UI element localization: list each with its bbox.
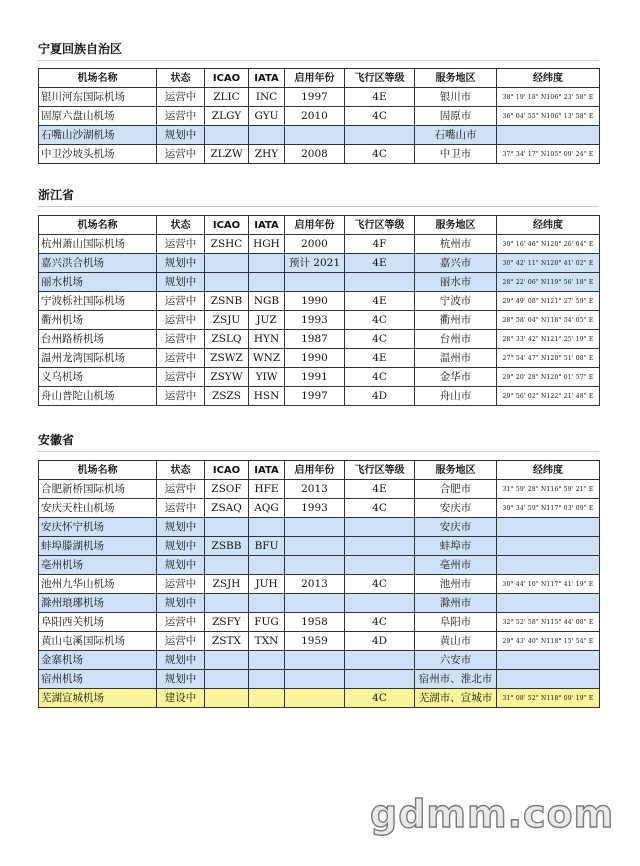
cell-icao: ZLGY xyxy=(205,107,249,126)
section-title-zhejiang: 浙江省 xyxy=(38,188,75,202)
cell-grade: 4C xyxy=(345,689,415,708)
cell-year xyxy=(285,126,345,145)
column-header: 经纬度 xyxy=(497,69,600,88)
cell-coords xyxy=(497,594,600,613)
cell-region: 嘉兴市 xyxy=(415,254,497,273)
cell-year: 1993 xyxy=(285,311,345,330)
cell-name: 合肥新桥国际机场 xyxy=(39,480,157,499)
cell-grade xyxy=(345,651,415,670)
cell-iata: AQG xyxy=(249,499,285,518)
cell-status: 运营中 xyxy=(157,613,205,632)
column-header: IATA xyxy=(249,461,285,480)
cell-name: 池州九华山机场 xyxy=(39,575,157,594)
cell-region: 蚌埠市 xyxy=(415,537,497,556)
column-header: 服务地区 xyxy=(415,216,497,235)
column-header: IATA xyxy=(249,69,285,88)
table-row xyxy=(39,145,600,164)
cell-status: 规划中 xyxy=(157,651,205,670)
cell-status: 规划中 xyxy=(157,254,205,273)
cell-coords: 29° 56' 02" N122° 21' 48" E xyxy=(497,387,600,406)
cell-iata xyxy=(249,670,285,689)
cell-region: 安庆市 xyxy=(415,499,497,518)
airport-table-zhejiang xyxy=(38,215,600,406)
cell-year: 1993 xyxy=(285,499,345,518)
column-header: ICAO xyxy=(205,69,249,88)
cell-coords: 31° 59' 28" N116° 59' 21" E xyxy=(497,480,600,499)
cell-iata xyxy=(249,556,285,575)
cell-region: 合肥市 xyxy=(415,480,497,499)
cell-region: 固原市 xyxy=(415,107,497,126)
cell-year: 2010 xyxy=(285,107,345,126)
cell-name: 嘉兴洪合机场 xyxy=(39,254,157,273)
cell-grade xyxy=(345,556,415,575)
table-row xyxy=(39,368,600,387)
cell-iata xyxy=(249,594,285,613)
cell-name: 舟山普陀山机场 xyxy=(39,387,157,406)
cell-region: 衢州市 xyxy=(415,311,497,330)
column-header: 飞行区等级 xyxy=(345,461,415,480)
table-row xyxy=(39,126,600,145)
cell-icao: ZSJH xyxy=(205,575,249,594)
watermark: gdmm.com xyxy=(370,792,615,836)
cell-iata: JUH xyxy=(249,575,285,594)
cell-year: 1991 xyxy=(285,368,345,387)
column-header: 服务地区 xyxy=(415,69,497,88)
cell-year: 1990 xyxy=(285,292,345,311)
cell-iata: FUG xyxy=(249,613,285,632)
cell-status: 运营中 xyxy=(157,330,205,349)
cell-year xyxy=(285,594,345,613)
cell-status: 运营中 xyxy=(157,499,205,518)
cell-status: 运营中 xyxy=(157,349,205,368)
cell-year xyxy=(285,651,345,670)
cell-icao xyxy=(205,556,249,575)
cell-coords: 30° 34' 59" N117° 03' 09" E xyxy=(497,499,600,518)
cell-coords: 29° 43' 40" N118° 15' 54" E xyxy=(497,632,600,651)
cell-grade: 4D xyxy=(345,387,415,406)
cell-name: 芜湖宣城机场 xyxy=(39,689,157,708)
table-row xyxy=(39,575,600,594)
cell-status: 规划中 xyxy=(157,594,205,613)
column-header: 启用年份 xyxy=(285,69,345,88)
cell-grade: 4E xyxy=(345,480,415,499)
cell-iata xyxy=(249,689,285,708)
cell-status: 运营中 xyxy=(157,292,205,311)
table-header-row xyxy=(39,216,600,235)
cell-year: 预计 2021 xyxy=(285,254,345,273)
column-header: 飞行区等级 xyxy=(345,69,415,88)
cell-iata: HGH xyxy=(249,235,285,254)
cell-year xyxy=(285,556,345,575)
cell-grade: 4C xyxy=(345,368,415,387)
table-row xyxy=(39,518,600,537)
cell-grade xyxy=(345,126,415,145)
cell-coords: 27° 54' 47" N120° 51' 08" E xyxy=(497,349,600,368)
cell-year: 2000 xyxy=(285,235,345,254)
cell-year xyxy=(285,689,345,708)
cell-status: 建设中 xyxy=(157,689,205,708)
column-header: ICAO xyxy=(205,216,249,235)
cell-grade: 4C xyxy=(345,575,415,594)
cell-coords: 30° 44' 10" N117° 41' 19" E xyxy=(497,575,600,594)
cell-coords: 28° 58' 04" N118° 54' 05" E xyxy=(497,311,600,330)
table-row xyxy=(39,88,600,107)
cell-region: 滁州市 xyxy=(415,594,497,613)
cell-coords xyxy=(497,518,600,537)
column-header: 经纬度 xyxy=(497,216,600,235)
table-row xyxy=(39,292,600,311)
cell-year: 1997 xyxy=(285,88,345,107)
cell-name: 中卫沙坡头机场 xyxy=(39,145,157,164)
column-header: IATA xyxy=(249,216,285,235)
table-row xyxy=(39,651,600,670)
cell-year: 1987 xyxy=(285,330,345,349)
cell-name: 温州龙湾国际机场 xyxy=(39,349,157,368)
cell-status: 运营中 xyxy=(157,235,205,254)
cell-iata: GYU xyxy=(249,107,285,126)
cell-iata: JUZ xyxy=(249,311,285,330)
cell-grade: 4F xyxy=(345,235,415,254)
cell-iata: ZHY xyxy=(249,145,285,164)
cell-iata: NGB xyxy=(249,292,285,311)
cell-status: 规划中 xyxy=(157,273,205,292)
cell-grade: 4E xyxy=(345,88,415,107)
table-header-row xyxy=(39,461,600,480)
cell-coords xyxy=(497,556,600,575)
cell-name: 丽水机场 xyxy=(39,273,157,292)
table-row xyxy=(39,273,600,292)
cell-coords: 28° 22' 06" N119° 56' 18" E xyxy=(497,273,600,292)
cell-status: 规划中 xyxy=(157,670,205,689)
cell-coords: 38° 19' 18" N106° 23' 58" E xyxy=(497,88,600,107)
cell-grade xyxy=(345,537,415,556)
cell-coords: 29° 20' 28" N120° 01' 57" E xyxy=(497,368,600,387)
cell-name: 义乌机场 xyxy=(39,368,157,387)
cell-region: 宁波市 xyxy=(415,292,497,311)
cell-grade: 4C xyxy=(345,330,415,349)
column-header: 机场名称 xyxy=(39,216,157,235)
cell-iata: TXN xyxy=(249,632,285,651)
cell-name: 宿州机场 xyxy=(39,670,157,689)
cell-icao xyxy=(205,126,249,145)
cell-coords: 31° 08' 52" N118° 09' 19" E xyxy=(497,689,600,708)
cell-region: 丽水市 xyxy=(415,273,497,292)
cell-status: 运营中 xyxy=(157,632,205,651)
column-header: 状态 xyxy=(157,216,205,235)
cell-year: 2013 xyxy=(285,575,345,594)
cell-year: 1997 xyxy=(285,387,345,406)
cell-icao xyxy=(205,518,249,537)
section-divider xyxy=(38,451,599,452)
table-row xyxy=(39,632,600,651)
cell-grade: 4E xyxy=(345,254,415,273)
cell-coords: 28° 33' 42" N121° 25' 19" E xyxy=(497,330,600,349)
table-row xyxy=(39,107,600,126)
cell-coords: 30° 16' 46" N120° 26' 04" E xyxy=(497,235,600,254)
section-divider xyxy=(38,60,599,61)
cell-status: 规划中 xyxy=(157,518,205,537)
cell-iata xyxy=(249,273,285,292)
table-row xyxy=(39,537,600,556)
column-header: 启用年份 xyxy=(285,461,345,480)
cell-year xyxy=(285,273,345,292)
cell-icao xyxy=(205,689,249,708)
cell-icao: ZSNB xyxy=(205,292,249,311)
cell-icao: ZSTX xyxy=(205,632,249,651)
cell-grade xyxy=(345,670,415,689)
table-row xyxy=(39,556,600,575)
cell-region: 池州市 xyxy=(415,575,497,594)
cell-region: 亳州市 xyxy=(415,556,497,575)
cell-name: 蚌埠滕湖机场 xyxy=(39,537,157,556)
cell-grade: 4C xyxy=(345,311,415,330)
column-header: 状态 xyxy=(157,69,205,88)
cell-region: 芜湖市、宣城市 xyxy=(415,689,497,708)
cell-status: 运营中 xyxy=(157,368,205,387)
cell-iata: HYN xyxy=(249,330,285,349)
cell-region: 杭州市 xyxy=(415,235,497,254)
cell-iata: YIW xyxy=(249,368,285,387)
cell-region: 六安市 xyxy=(415,651,497,670)
cell-icao: ZSJU xyxy=(205,311,249,330)
airport-table-ningxia xyxy=(38,68,600,164)
column-header: 飞行区等级 xyxy=(345,216,415,235)
cell-region: 石嘴山市 xyxy=(415,126,497,145)
cell-region: 黄山市 xyxy=(415,632,497,651)
cell-coords xyxy=(497,670,600,689)
cell-region: 中卫市 xyxy=(415,145,497,164)
cell-year: 1990 xyxy=(285,349,345,368)
cell-name: 亳州机场 xyxy=(39,556,157,575)
cell-year xyxy=(285,670,345,689)
cell-year: 2008 xyxy=(285,145,345,164)
cell-coords: 37° 34' 17" N105° 09' 24" E xyxy=(497,145,600,164)
cell-icao xyxy=(205,254,249,273)
cell-icao: ZSLQ xyxy=(205,330,249,349)
cell-icao: ZSZS xyxy=(205,387,249,406)
cell-coords xyxy=(497,651,600,670)
table-row xyxy=(39,349,600,368)
cell-coords: 30° 42' 11" N120° 41' 02" E xyxy=(497,254,600,273)
cell-iata: HFE xyxy=(249,480,285,499)
cell-icao: ZSHC xyxy=(205,235,249,254)
section-divider xyxy=(38,206,599,207)
cell-name: 台州路桥机场 xyxy=(39,330,157,349)
cell-grade xyxy=(345,518,415,537)
cell-year: 1959 xyxy=(285,632,345,651)
cell-status: 规划中 xyxy=(157,537,205,556)
table-row xyxy=(39,254,600,273)
cell-status: 规划中 xyxy=(157,556,205,575)
airport-table-anhui xyxy=(38,460,600,708)
cell-status: 规划中 xyxy=(157,126,205,145)
cell-region: 安庆市 xyxy=(415,518,497,537)
cell-name: 石嘴山沙湖机场 xyxy=(39,126,157,145)
cell-region: 温州市 xyxy=(415,349,497,368)
column-header: 启用年份 xyxy=(285,216,345,235)
cell-iata xyxy=(249,126,285,145)
cell-status: 运营中 xyxy=(157,107,205,126)
cell-iata xyxy=(249,651,285,670)
cell-grade: 4D xyxy=(345,632,415,651)
cell-icao: ZSYW xyxy=(205,368,249,387)
cell-icao: ZLIC xyxy=(205,88,249,107)
cell-icao: ZSAQ xyxy=(205,499,249,518)
cell-status: 运营中 xyxy=(157,387,205,406)
cell-name: 银川河东国际机场 xyxy=(39,88,157,107)
cell-icao: ZLZW xyxy=(205,145,249,164)
column-header: 机场名称 xyxy=(39,461,157,480)
table-row xyxy=(39,613,600,632)
table-row xyxy=(39,594,600,613)
table-row xyxy=(39,235,600,254)
cell-grade: 4C xyxy=(345,145,415,164)
cell-coords xyxy=(497,126,600,145)
cell-iata: HSN xyxy=(249,387,285,406)
cell-status: 运营中 xyxy=(157,88,205,107)
column-header: 经纬度 xyxy=(497,461,600,480)
cell-region: 台州市 xyxy=(415,330,497,349)
cell-icao: ZSWZ xyxy=(205,349,249,368)
cell-grade: 4E xyxy=(345,292,415,311)
column-header: 服务地区 xyxy=(415,461,497,480)
cell-name: 黄山屯溪国际机场 xyxy=(39,632,157,651)
cell-icao xyxy=(205,651,249,670)
cell-grade: 4E xyxy=(345,349,415,368)
cell-year xyxy=(285,537,345,556)
cell-name: 安庆天柱山机场 xyxy=(39,499,157,518)
cell-name: 宁波栎社国际机场 xyxy=(39,292,157,311)
cell-iata xyxy=(249,254,285,273)
column-header: ICAO xyxy=(205,461,249,480)
cell-status: 运营中 xyxy=(157,311,205,330)
table-row xyxy=(39,387,600,406)
cell-status: 运营中 xyxy=(157,480,205,499)
cell-status: 运营中 xyxy=(157,575,205,594)
column-header: 状态 xyxy=(157,461,205,480)
cell-name: 滁州琅琊机场 xyxy=(39,594,157,613)
cell-name: 杭州萧山国际机场 xyxy=(39,235,157,254)
cell-year: 1958 xyxy=(285,613,345,632)
cell-grade xyxy=(345,594,415,613)
cell-coords: 36° 04' 55" N106° 13' 58" E xyxy=(497,107,600,126)
cell-coords xyxy=(497,537,600,556)
table-header-row xyxy=(39,69,600,88)
cell-name: 金寨机场 xyxy=(39,651,157,670)
cell-icao xyxy=(205,670,249,689)
cell-region: 阜阳市 xyxy=(415,613,497,632)
cell-year: 2013 xyxy=(285,480,345,499)
cell-iata: WNZ xyxy=(249,349,285,368)
table-row xyxy=(39,311,600,330)
table-row xyxy=(39,480,600,499)
cell-name: 固原六盘山机场 xyxy=(39,107,157,126)
cell-grade: 4C xyxy=(345,499,415,518)
cell-icao: ZSBB xyxy=(205,537,249,556)
cell-icao xyxy=(205,594,249,613)
table-row xyxy=(39,499,600,518)
cell-coords: 32° 52' 58" N115° 44' 08" E xyxy=(497,613,600,632)
cell-name: 阜阳西关机场 xyxy=(39,613,157,632)
cell-region: 金华市 xyxy=(415,368,497,387)
cell-iata xyxy=(249,518,285,537)
table-row xyxy=(39,689,600,708)
cell-iata: INC xyxy=(249,88,285,107)
cell-icao: ZSOF xyxy=(205,480,249,499)
cell-region: 银川市 xyxy=(415,88,497,107)
section-title-ningxia: 宁夏回族自治区 xyxy=(38,42,123,56)
cell-region: 宿州市、淮北市 xyxy=(415,670,497,689)
cell-icao xyxy=(205,273,249,292)
cell-status: 运营中 xyxy=(157,145,205,164)
cell-icao: ZSFY xyxy=(205,613,249,632)
table-row xyxy=(39,670,600,689)
cell-region: 舟山市 xyxy=(415,387,497,406)
section-title-anhui: 安徽省 xyxy=(38,433,75,447)
cell-name: 安庆怀宁机场 xyxy=(39,518,157,537)
table-row xyxy=(39,330,600,349)
column-header: 机场名称 xyxy=(39,69,157,88)
cell-name: 衢州机场 xyxy=(39,311,157,330)
cell-coords: 29° 49' 08" N121° 27' 59" E xyxy=(497,292,600,311)
cell-year xyxy=(285,518,345,537)
cell-iata: BFU xyxy=(249,537,285,556)
cell-grade: 4C xyxy=(345,107,415,126)
cell-grade xyxy=(345,273,415,292)
cell-grade: 4C xyxy=(345,613,415,632)
